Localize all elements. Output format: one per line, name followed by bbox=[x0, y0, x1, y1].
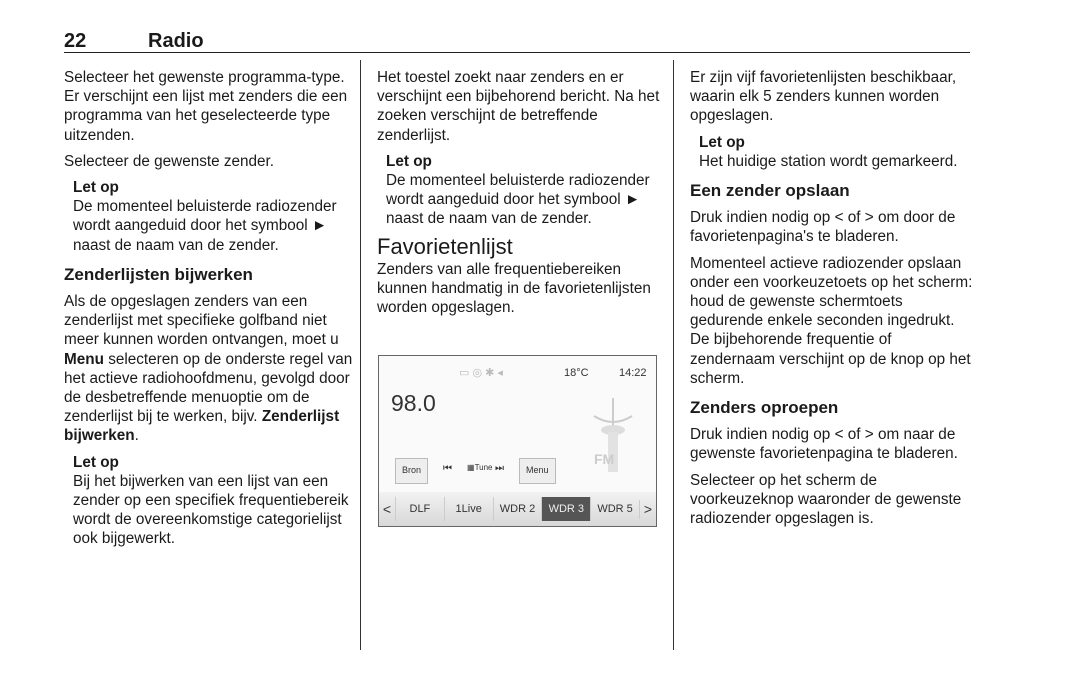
fm-label: FM bbox=[594, 451, 615, 468]
section-heading: Favorietenlijst bbox=[377, 233, 513, 259]
fm-tower-icon bbox=[584, 398, 642, 472]
paragraph: Momenteel actieve radiozender opslaan onder een voorkeuzetoets op het scherm: houd de gewenste schermtoets gedurende enkele seconden ingedrukt. De bijbehorende frequentie of zendernaam verschijnt op de knop op het scherm. bbox=[690, 254, 973, 387]
menu-button[interactable]: Menu bbox=[519, 458, 556, 483]
note bbox=[73, 453, 354, 549]
note bbox=[73, 178, 354, 255]
column-divider bbox=[360, 60, 361, 650]
paragraph: Selecteer het gewenste programma-type. Er verschijnt een lijst met zenders die een programma van het geselecteerde type uitzenden. bbox=[64, 69, 348, 144]
paragraph: Er zijn vijf favorietenlijsten beschikbaar, waarin elk 5 zenders kunnen worden opgeslagen. bbox=[690, 69, 957, 125]
menu-term: Zenderlijst bijwerken bbox=[64, 408, 340, 445]
preset-button[interactable]: WDR 2 bbox=[493, 497, 542, 521]
paragraph bbox=[64, 292, 354, 446]
paragraph: Selecteer op het scherm de voorkeuzeknop waaronder de gewenste radiozender opgeslagen is. bbox=[690, 471, 962, 528]
note bbox=[699, 133, 975, 171]
paragraph: Selecteer de gewenste zender. bbox=[64, 152, 275, 170]
section-heading: Zenderlijsten bijwerken bbox=[64, 264, 253, 284]
page-title: Radio bbox=[148, 30, 204, 52]
note bbox=[386, 152, 662, 229]
note-text: Bij het bijwerken van een lijst van een zender op een specifiek frequentiebereik wordt de overeenkomstige categorielijst ook bijgewerkt. bbox=[73, 472, 349, 548]
text: . bbox=[134, 427, 139, 445]
note-title: Let op bbox=[73, 179, 119, 197]
status-icons: ▭ ◎ ✱ ◂ bbox=[459, 367, 503, 380]
menu-term: Menu bbox=[64, 350, 104, 368]
column-divider bbox=[673, 60, 674, 650]
source-button[interactable]: Bron bbox=[395, 458, 428, 483]
chevron-left-icon[interactable]: < bbox=[382, 500, 392, 517]
chevron-right-icon[interactable]: > bbox=[639, 500, 656, 519]
note-title: Let op bbox=[386, 152, 432, 170]
paragraph: Druk indien nodig op < of > om naar de gewenste favorietenpagina te bladeren. bbox=[690, 426, 958, 463]
preset-button[interactable]: WDR 3 bbox=[541, 497, 590, 521]
temperature: 18°C bbox=[564, 367, 589, 380]
paragraph: Zenders van alle frequentiebereiken kunnen handmatig in de favorietenlijsten worden opgeslagen. bbox=[377, 260, 651, 317]
note-text: Het huidige station wordt gemarkeerd. bbox=[699, 152, 958, 170]
radio-screen bbox=[378, 355, 657, 527]
next-icon[interactable]: ⏭ bbox=[495, 463, 504, 475]
column-2 bbox=[377, 68, 662, 555]
prev-icon[interactable]: ⏮ bbox=[443, 463, 452, 475]
preset-bar bbox=[379, 492, 656, 526]
note-text: De momenteel beluisterde radiozender wordt aangeduid door het symbool ► naast de naam van de zender. bbox=[386, 172, 650, 228]
radio-screen-figure bbox=[376, 329, 660, 555]
paragraph: Het toestel zoekt naar zenders en er verschijnt een bijbehorend bericht. Na het zoeken verschijnt de betreffende zenderlijst. bbox=[377, 69, 660, 144]
text: Als de opgeslagen zenders van een zenderlijst met specifieke golfband niet meer kunnen worden ontvangen, moet u bbox=[64, 293, 339, 349]
column-1 bbox=[64, 68, 354, 556]
tune-label: Tune bbox=[474, 463, 493, 473]
note-text: De momenteel beluisterde radiozender wordt aangeduid door het symbool ► naast de naam van de zender. bbox=[73, 198, 337, 254]
section-heading: Een zender opslaan bbox=[690, 181, 850, 201]
preset-button[interactable]: WDR 5 bbox=[590, 497, 639, 521]
clock: 14:22 bbox=[619, 367, 647, 380]
tune-button[interactable]: ▦Tune bbox=[467, 463, 493, 473]
frequency: 98.0 bbox=[391, 390, 436, 417]
column-3 bbox=[690, 68, 975, 535]
page-header bbox=[64, 28, 970, 53]
note-title: Let op bbox=[73, 453, 119, 471]
page-number: 22 bbox=[64, 30, 87, 52]
preset-button[interactable]: DLF bbox=[395, 497, 444, 521]
preset-button[interactable]: 1Live bbox=[444, 497, 493, 521]
section-heading: Zenders oproepen bbox=[690, 398, 839, 418]
paragraph: Druk indien nodig op < of > om door de favorietenpagina's te bladeren. bbox=[690, 209, 956, 246]
text: selecteren op de onderste regel van het actieve radiohoofdmenu, gevolgd door de desbetreffende menuoptie om de zenderlijst bij te werken, bijv. bbox=[64, 350, 353, 426]
note-title: Let op bbox=[699, 133, 745, 151]
